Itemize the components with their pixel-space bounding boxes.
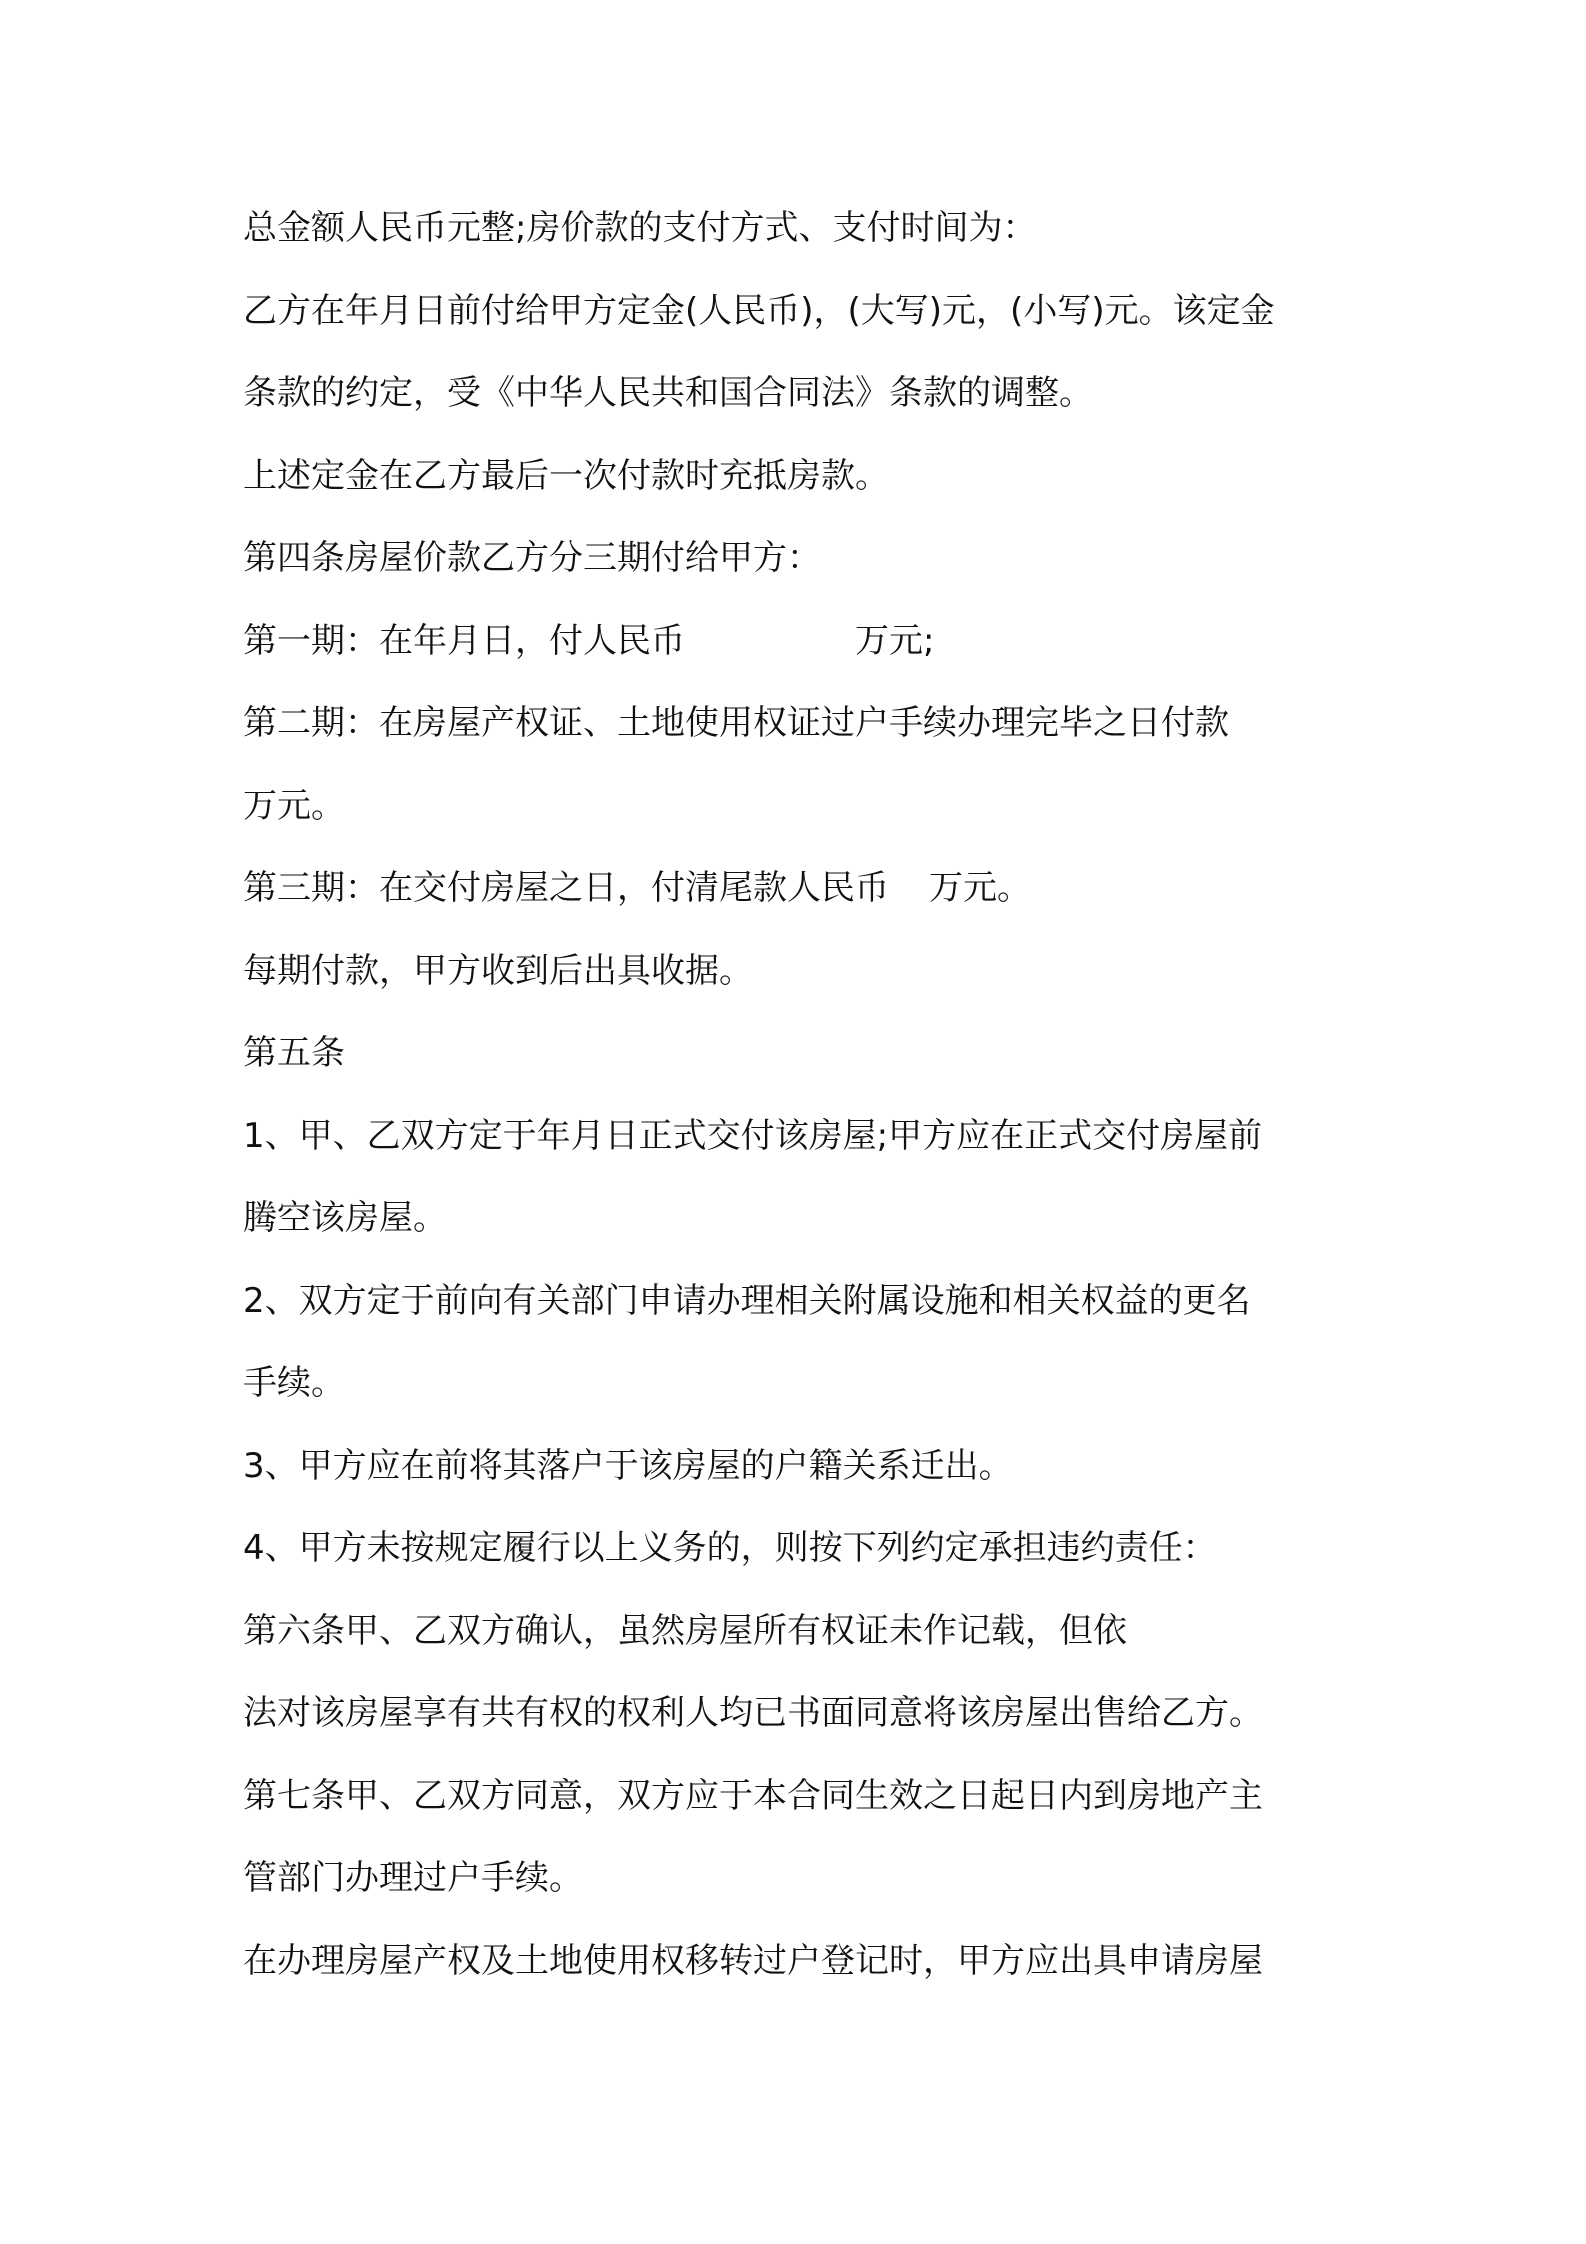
text-line: 第二期：在房屋产权证、土地使用权证过户手续办理完毕之日付款 xyxy=(243,703,1229,743)
text-line-part: 第三期：在交付房屋之日，付清尾款人民币 xyxy=(243,868,889,908)
text-line: 乙方在年月日前付给甲方定金(人民币)，(大写)元，(小写)元。该定金 xyxy=(243,290,1275,331)
text-line: 第五条 xyxy=(243,1033,345,1073)
text-line: 总金额人民币元整;房价款的支付方式、支付时间为： xyxy=(243,208,1037,248)
text-line: 管部门办理过户手续。 xyxy=(243,1858,583,1898)
text-line-part: 第一期：在年月日，付人民币 xyxy=(243,620,685,661)
text-line: 每期付款，甲方收到后出具收据。 xyxy=(243,950,753,991)
text-line: 第四条房屋价款乙方分三期付给甲方： xyxy=(243,538,821,578)
text-line: 手续。 xyxy=(243,1363,345,1403)
text-line: 上述定金在乙方最后一次付款时充抵房款。 xyxy=(243,455,889,496)
text-line xyxy=(243,862,1358,945)
text-line: 条款的约定，受《中华人民共和国合同法》条款的调整。 xyxy=(243,373,1093,413)
text-line: 腾空该房屋。 xyxy=(243,1198,447,1238)
text-line: 法对该房屋享有共有权的权利人均已书面同意将该房屋出售给乙方。 xyxy=(243,1693,1263,1733)
text-line: 第六条甲、乙双方确认，虽然房屋所有权证未作记载，但依 xyxy=(243,1610,1127,1651)
text-line xyxy=(243,615,1358,698)
text-line: 在办理房屋产权及土地使用权移转过户登记时，甲方应出具申请房屋 xyxy=(243,1940,1263,1981)
text-line: 1、甲、乙双方定于年月日正式交付该房屋;甲方应在正式交付房屋前 xyxy=(243,1115,1263,1156)
text-line: 3、甲方应在前将其落户于该房屋的户籍关系迁出。 xyxy=(243,1445,1013,1486)
text-line: 2、双方定于前向有关部门申请办理相关附属设施和相关权益的更名 xyxy=(243,1280,1251,1321)
text-line: 万元。 xyxy=(243,785,345,826)
document-body xyxy=(243,202,1358,2017)
text-line-part: 万元; xyxy=(855,620,935,661)
text-line: 4、甲方未按规定履行以上义务的，则按下列约定承担违约责任： xyxy=(243,1528,1217,1568)
text-line: 第七条甲、乙双方同意，双方应于本合同生效之日起日内到房地产主 xyxy=(243,1775,1263,1816)
text-line-part: 万元。 xyxy=(929,868,1031,908)
